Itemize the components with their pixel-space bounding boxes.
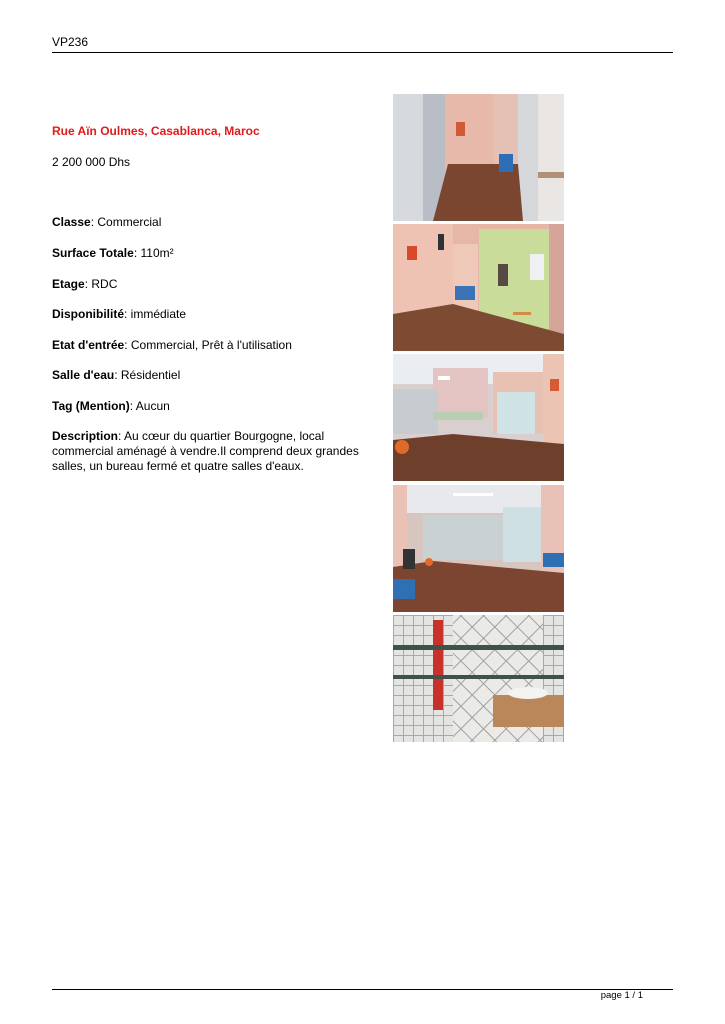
- footer-divider: [52, 989, 673, 990]
- field-tag: [52, 399, 170, 414]
- field-etat-entree: [52, 338, 292, 353]
- field-label: Salle d'eau: [52, 368, 115, 382]
- listing-reference: VP236: [52, 35, 89, 49]
- field-description: [52, 429, 372, 474]
- field-etage: [52, 277, 117, 292]
- bathroom-photo: [393, 615, 564, 742]
- field-salle-eau: [52, 368, 180, 383]
- reception-room-photo: [393, 224, 564, 351]
- field-value: : RDC: [84, 277, 118, 291]
- field-label: Description: [52, 429, 119, 443]
- hallway-photo: [393, 94, 564, 221]
- field-value: : Au cœur du quartier Bourgogne, local commercial aménagé à vendre.Il comprend deux grandes salles, un bureau fermé et quatre salles d'eaux.: [52, 429, 359, 473]
- listing-price: 2 200 000 Dhs: [52, 155, 131, 169]
- field-label: Etat d'entrée: [52, 338, 125, 352]
- field-value: : Commercial, Prêt à l'utilisation: [124, 338, 292, 352]
- field-disponibilite: [52, 307, 186, 322]
- field-label: Tag (Mention): [52, 399, 130, 413]
- header-divider: [52, 52, 673, 53]
- page-number: page 1 / 1: [600, 990, 643, 1001]
- large-hall-photo: [393, 354, 564, 481]
- field-label: Classe: [52, 215, 91, 229]
- field-value: : Aucun: [129, 399, 170, 413]
- field-label: Surface Totale: [52, 246, 134, 260]
- field-value: : immédiate: [124, 307, 187, 321]
- field-label: Etage: [52, 277, 85, 291]
- listing-address: Rue Aïn Oulmes, Casablanca, Maroc: [52, 124, 260, 138]
- field-value: : Commercial: [90, 215, 162, 229]
- field-value: : 110m²: [133, 246, 174, 260]
- field-surface: [52, 246, 174, 261]
- field-value: : Résidentiel: [114, 368, 181, 382]
- field-label: Disponibilité: [52, 307, 124, 321]
- field-classe: [52, 215, 161, 230]
- training-room-photo: [393, 485, 564, 612]
